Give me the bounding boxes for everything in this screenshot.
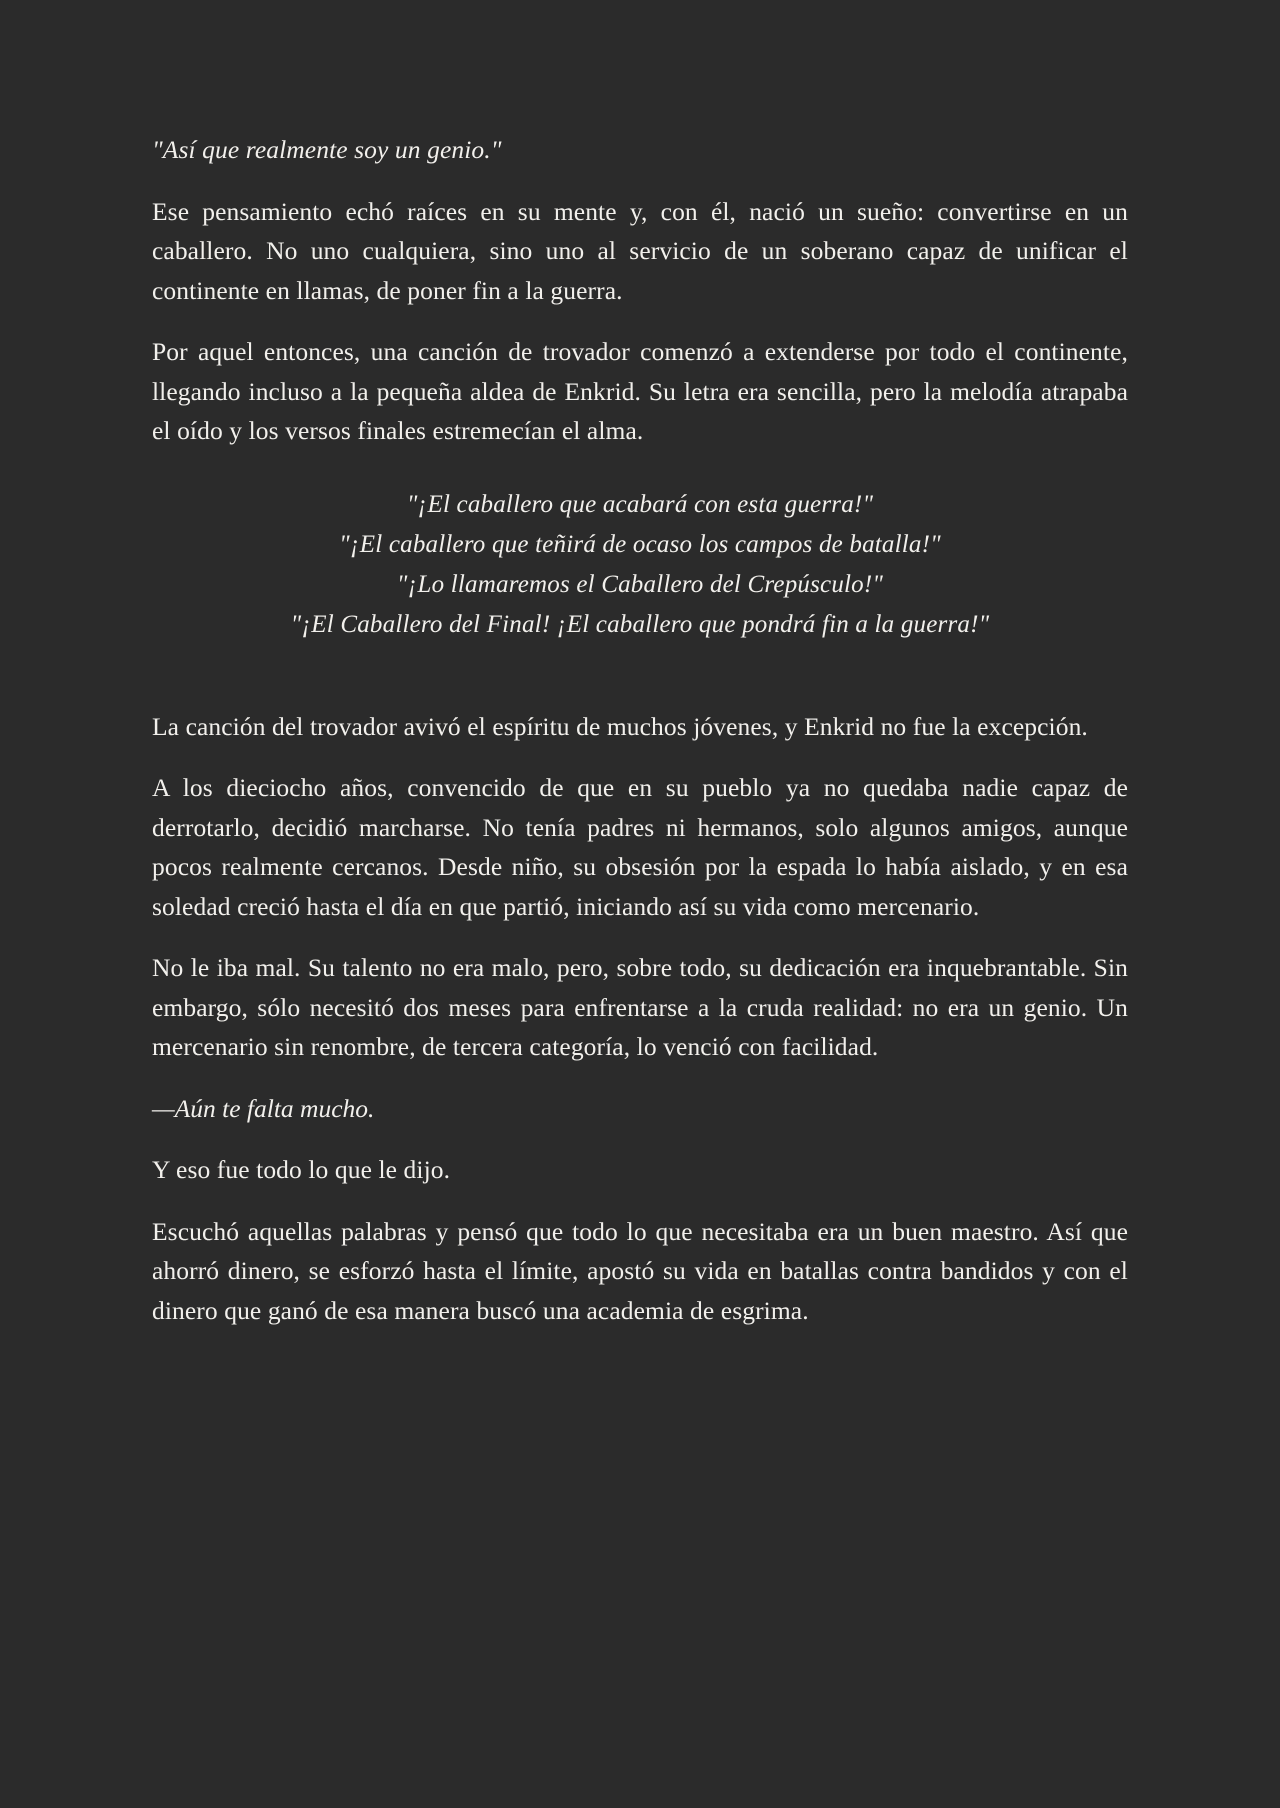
paragraph-troubadour-song-intro: Por aquel entonces, una canción de trovador comenzó a extenderse por todo el continente, llegando incluso a la pequeña aldea de Enkrid. Su letra era sencilla, pero la melodía atrapaba el oído y los versos finales estremecían el alma. xyxy=(152,337,1128,446)
song-line: "¡Lo llamaremos el Caballero del Crepúsculo!" xyxy=(396,570,884,598)
paragraph-that-was-all: Y eso fue todo lo que le dijo. xyxy=(152,1155,451,1185)
document-content xyxy=(152,130,1128,1330)
paragraph-quote-genius: "Así que realmente soy un genio." xyxy=(152,135,502,164)
paragraph-harsh-reality: No le iba mal. Su talento no era malo, pero, sobre todo, su dedicación era inquebrantable. Sin embargo, sólo necesitó dos meses para enfrentarse a la cruda realidad: no era un genio. Un mercenario sin renombre, de tercera categoría, lo venció con facilidad. xyxy=(152,953,1128,1062)
dialogue-line: —Aún te falta mucho. xyxy=(152,1093,375,1123)
song-line: "¡El caballero que teñirá de ocaso los campos de batalla!" xyxy=(339,530,941,558)
section-spacer xyxy=(152,645,1128,707)
paragraph-left-at-eighteen: A los dieciocho años, convencido de que en su pueblo ya no quedaba nadie capaz de derrotarlo, decidió marcharse. No tenía padres ni hermanos, solo algunos amigos, aunque pocos realmente cercanos. Desde niño, su obsesión por la espada lo había aislado, y en esa soledad creció hasta el día en que partió, iniciando así su vida como mercenario. xyxy=(152,773,1128,921)
paragraph-sought-academy: Escuchó aquellas palabras y pensó que todo lo que necesitaba era un buen maestro. Así que ahorró dinero, se esforzó hasta el límite, apostó su vida en batallas contra bandidos y con el dinero que ganó de esa manera buscó una academia de esgrima. xyxy=(152,1216,1128,1325)
song-line: "¡El caballero que acabará con esta guerra!" xyxy=(406,490,874,518)
paragraph-dream-knight: Ese pensamiento echó raíces en su mente y, con él, nació un sueño: convertirse en un caballero. No uno cualquiera, sino uno al servicio de un soberano capaz de unificar el continente en llamas, de poner fin a la guerra. xyxy=(152,196,1128,305)
paragraph-song-inspired-youth: La canción del trovador avivó el espíritu de muchos jóvenes, y Enkrid no fue la excepción. xyxy=(152,711,1088,741)
song-verse-block xyxy=(152,485,1128,645)
song-line: "¡El Caballero del Final! ¡El caballero que pondrá fin a la guerra!" xyxy=(290,610,990,638)
